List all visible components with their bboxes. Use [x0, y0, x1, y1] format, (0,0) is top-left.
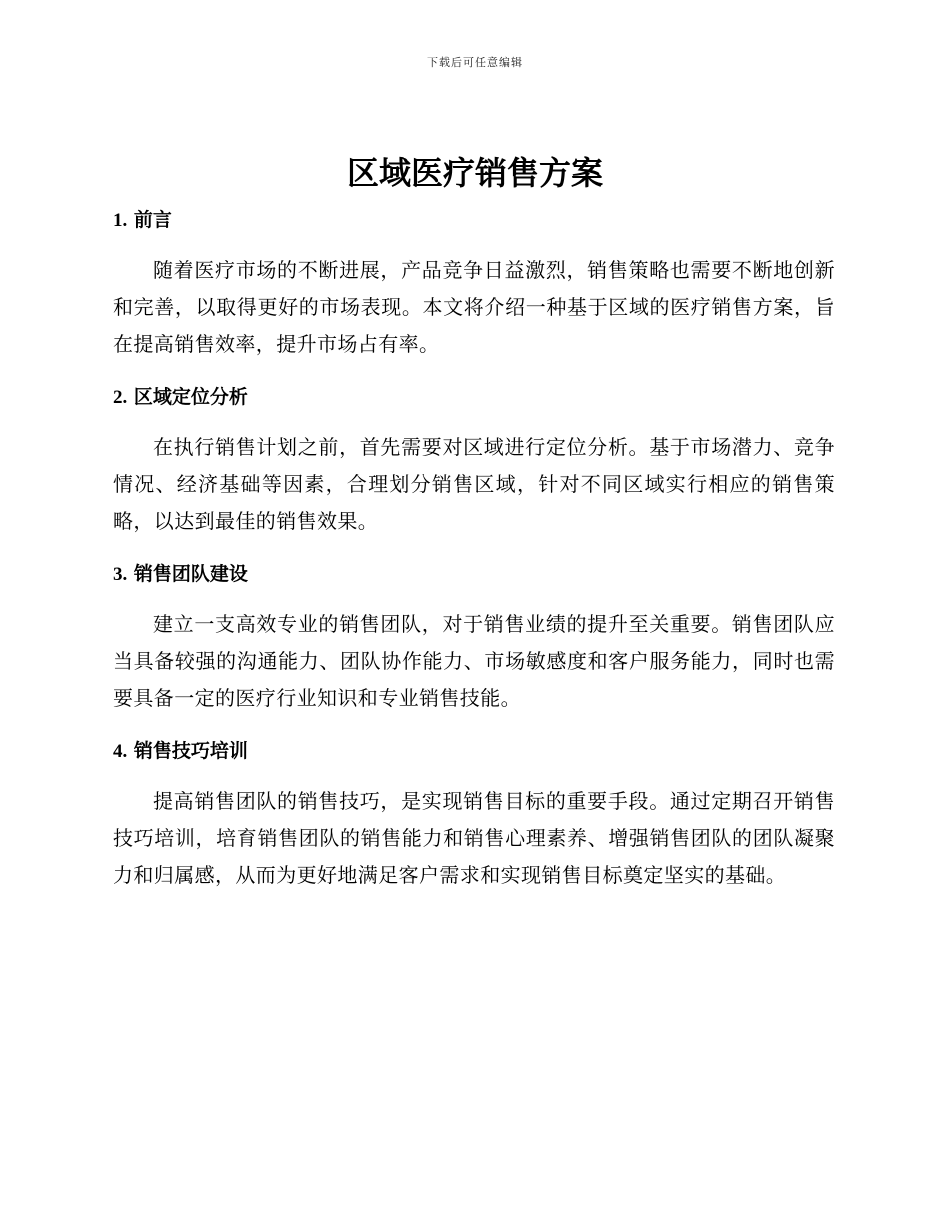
- section-team-building: [113, 554, 835, 717]
- section-heading: [113, 554, 835, 594]
- section-paragraph: 随着医疗市场的不断进展，产品竞争日益激烈，销售策略也需要不断地创新和完善，以取得更好的市场表现。本文将介绍一种基于区域的医疗销售方案，旨在提高销售效率，提升市场占有率。: [113, 258, 835, 356]
- section-number: 3.: [113, 564, 128, 585]
- section-heading: [113, 377, 835, 417]
- section-number: 1.: [113, 210, 128, 231]
- section-paragraph: 建立一支高效专业的销售团队，对于销售业绩的提升至关重要。销售团队应当具备较强的沟通能力、团队协作能力、市场敏感度和客户服务能力，同时也需要具备一定的医疗行业知识和专业销售技能。: [113, 612, 835, 710]
- section-paragraph: 提高销售团队的销售技巧，是实现销售目标的重要手段。通过定期召开销售技巧培训，培育销售团队的销售能力和销售心理素养、增强销售团队的团队凝聚力和归属感，从而为更好地满足客户需求和实现销售目标奠定坚实的基础。: [113, 789, 835, 887]
- section-title: 销售技巧培训: [133, 740, 248, 762]
- section-preface: [113, 200, 835, 363]
- section-heading: [113, 200, 835, 240]
- section-regional-analysis: [113, 377, 835, 540]
- section-number: 2.: [113, 387, 128, 408]
- document-body: [113, 200, 835, 908]
- section-title: 区域定位分析: [133, 386, 248, 408]
- section-number: 4.: [113, 741, 128, 762]
- section-title: 前言: [133, 209, 172, 231]
- section-heading: [113, 731, 835, 771]
- document-title: 区域医疗销售方案: [346, 154, 603, 192]
- section-skills-training: [113, 731, 835, 894]
- page-header-note: 下载后可任意编辑: [427, 56, 523, 69]
- section-title: 销售团队建设: [133, 563, 248, 585]
- section-paragraph: 在执行销售计划之前，首先需要对区域进行定位分析。基于市场潜力、竞争情况、经济基础等因素，合理划分销售区域，针对不同区域实行相应的销售策略，以达到最佳的销售效果。: [113, 435, 835, 533]
